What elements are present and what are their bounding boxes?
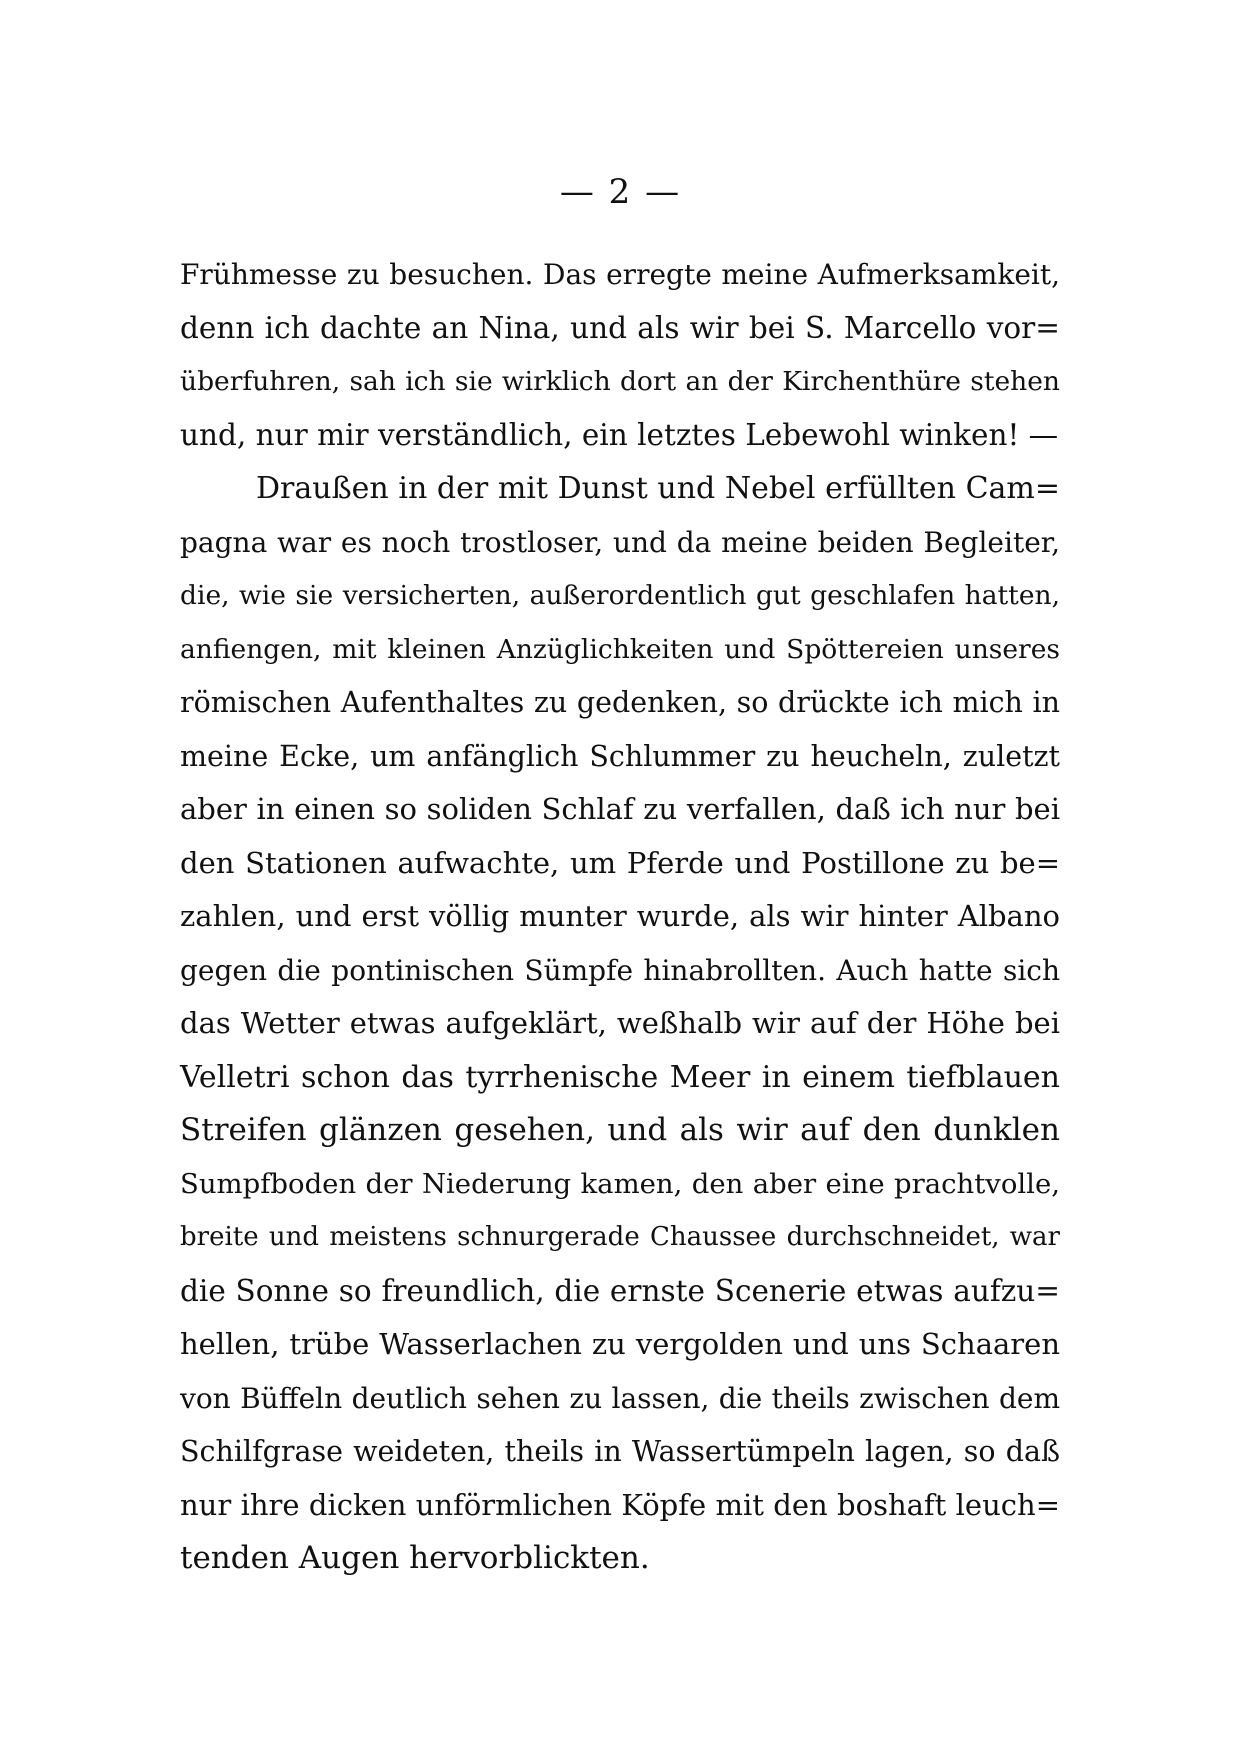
text-line: das Wetter etwas aufgeklärt, weßhalb wir auf der Höhe bei	[180, 1006, 1060, 1040]
text-line: hellen, trübe Wasserlachen zu vergolden und uns Schaaren	[180, 1327, 1060, 1361]
text-line: und, nur mir verständlich, ein letztes Lebewohl winken! —	[180, 417, 1059, 452]
text-line: Velletri schon das tyrrhenische Meer in einem tiefblauen	[180, 1059, 1060, 1095]
text-line: breite und meistens schnurgerade Chaussee durchschneidet, war	[180, 1222, 1060, 1252]
text-line: denn ich dachte an Nina, und als wir bei S. Marcello vor=	[180, 310, 1060, 345]
text-line: den Stationen aufwachte, um Pferde und Postillone zu be=	[180, 845, 1060, 880]
text-line: gegen die pontinischen Sümpfe hinabrollten. Auch hatte sich	[180, 953, 1060, 987]
text-line: Sumpfboden der Niederung kamen, den aber eine prachtvolle,	[180, 1167, 1060, 1200]
text-line: Frühmesse zu besuchen. Das erregte meine Aufmerksamkeit,	[180, 258, 1060, 291]
text-line: aber in einen so soliden Schlaf zu verfallen, daß ich nur bei	[180, 792, 1060, 826]
text-line: pagna war es noch trostloser, und da meine beiden Begleiter,	[180, 525, 1060, 559]
text-line: meine Ecke, um anfänglich Schlummer zu heucheln, zuletzt	[180, 739, 1060, 773]
body-text	[180, 248, 1060, 1586]
text-line: Draußen in der mit Dunst und Nebel erfüllten Cam=	[256, 471, 1060, 506]
text-line: die Sonne so freundlich, die ernste Scenerie etwas aufzu=	[180, 1273, 1060, 1308]
text-line: anfiengen, mit kleinen Anzüglichkeiten und Spöttereien unseres	[180, 633, 1060, 665]
page-number-header: — 2 —	[559, 172, 682, 212]
text-line: römischen Aufenthaltes zu gedenken, so drückte ich mich in	[180, 686, 1060, 719]
text-line: von Büffeln deutlich sehen zu lassen, die theils zwischen dem	[180, 1381, 1060, 1415]
text-line: die, wie sie versicherten, außerordentlich gut geschlafen hatten,	[180, 580, 1060, 611]
text-line: zahlen, und erst völlig munter wurde, als wir hinter Albano	[180, 899, 1060, 933]
text-line: Streifen glänzen gesehen, und als wir auf den dunklen	[180, 1112, 1060, 1148]
text-line: nur ihre dicken unförmlichen Köpfe mit den boshaft leuch=	[180, 1487, 1060, 1522]
text-line: überfuhren, sah ich sie wirklich dort an der Kirchenthüre stehen	[180, 366, 1060, 397]
text-line: Schilfgrase weideten, theils in Wassertümpeln lagen, so daß	[180, 1435, 1060, 1468]
text-line: tenden Augen hervorblickten.	[180, 1540, 650, 1576]
